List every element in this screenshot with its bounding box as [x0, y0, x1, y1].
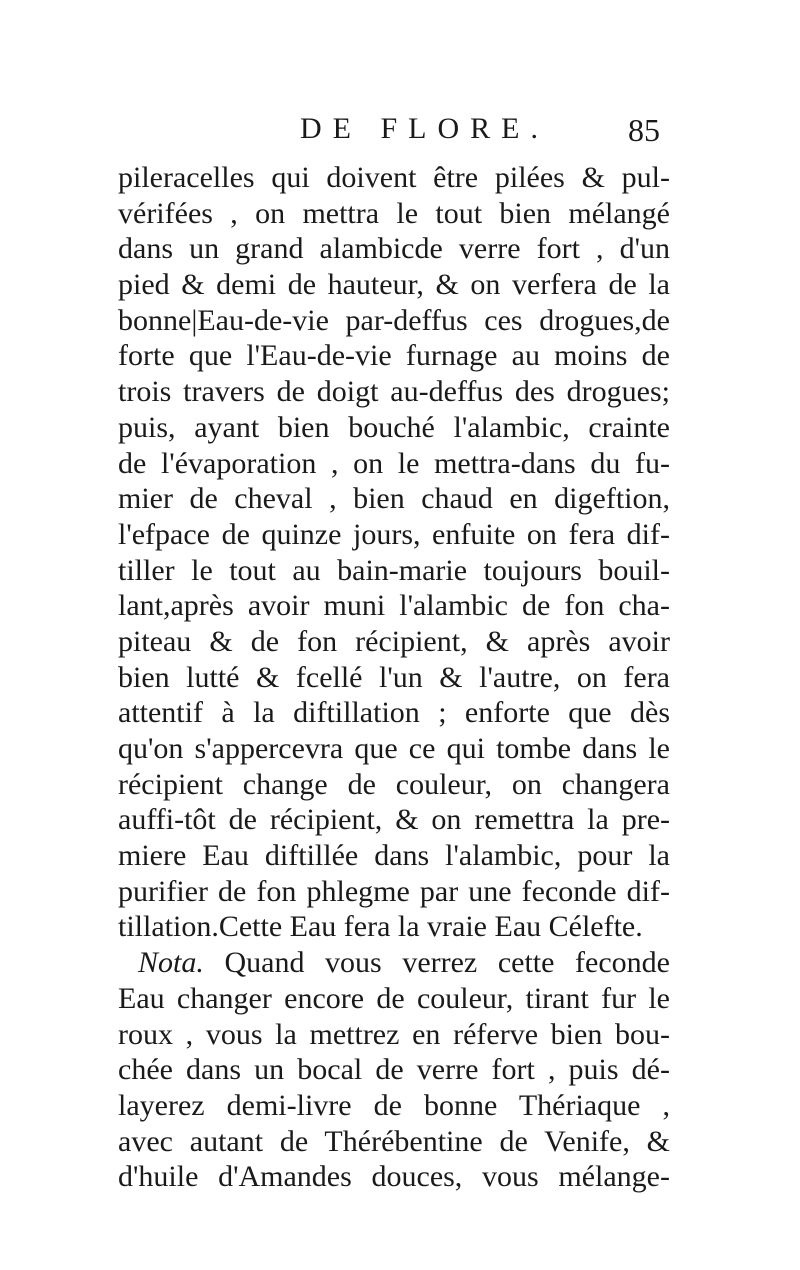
- text-line: pileracelles qui doivent être pilées & pul-: [118, 161, 670, 194]
- text-line: layerez demi-livre de bonne Thériaque ,: [118, 1088, 670, 1122]
- text-line: attentif à la diftillation ; enforte que dès: [118, 696, 670, 730]
- text-line: de l'évaporation , on le mettra-dans du fu-: [118, 446, 670, 480]
- text-line: tiller le tout au bain-marie toujours bouil-: [118, 553, 670, 587]
- text-line: puis, ayant bien bouché l'alambic, crainte: [118, 410, 670, 444]
- text-line: forte que l'Eau-de-vie furnage au moins de: [118, 339, 670, 373]
- text-line: récipient change de couleur, on changera: [118, 767, 670, 801]
- text-line: l'efpace de quinze jours, enfuite on fera dif-: [118, 517, 670, 551]
- text-line: dans un grand alambicde verre fort , d'un: [118, 232, 670, 266]
- running-title: DE FLORE.: [300, 112, 549, 145]
- text-line: auffi-tôt de récipient, & on remettra la pre-: [118, 803, 670, 837]
- body-text: [118, 160, 670, 1195]
- text-line: bonne|Eau-de-vie par-deffus ces drogues,de: [118, 303, 670, 337]
- text-line: d'huile d'Amandes douces, vous mélange-: [118, 1160, 670, 1194]
- text-line: trois travers de doigt au-deffus des drogues;: [118, 375, 670, 409]
- page-number: 85: [628, 112, 660, 148]
- text-line: avec autant de Thérébentine de Venife, &: [118, 1124, 670, 1158]
- text-line: qu'on s'appercevra que ce qui tombe dans le: [118, 732, 670, 765]
- text-line: tillation.Cette Eau fera la vraie Eau Célefte.: [118, 910, 643, 944]
- text-line: pied & demi de hauteur, & on verfera de la: [118, 268, 670, 302]
- text-line: bien lutté & fcellé l'un & l'autre, on fera: [118, 660, 670, 694]
- text-line: purifier de fon phlegme par une feconde dif-: [118, 874, 670, 908]
- text-line: Eau changer encore de couleur, tirant fur le: [118, 981, 670, 1015]
- text-line: vérifées , on mettra le tout bien mélangé: [118, 196, 670, 230]
- running-head: [300, 112, 660, 152]
- nota-first-line-text: Quand vous verrez cette feconde: [203, 946, 670, 980]
- text-line: lant,après avoir muni l'alambic de fon cha-: [118, 589, 670, 623]
- text-line: piteau & de fon récipient, & après avoir: [118, 624, 670, 658]
- text-line: roux , vous la mettrez en réferve bien bou-: [118, 1017, 670, 1051]
- text-line: chée dans un bocal de verre fort , puis dé-: [118, 1053, 670, 1087]
- nota-first-line: [118, 945, 670, 981]
- nota-label: Nota.: [138, 946, 204, 980]
- text-line: mier de cheval , bien chaud en digeftion,: [118, 482, 670, 516]
- text-line: miere Eau diftillée dans l'alambic, pour la: [118, 839, 670, 873]
